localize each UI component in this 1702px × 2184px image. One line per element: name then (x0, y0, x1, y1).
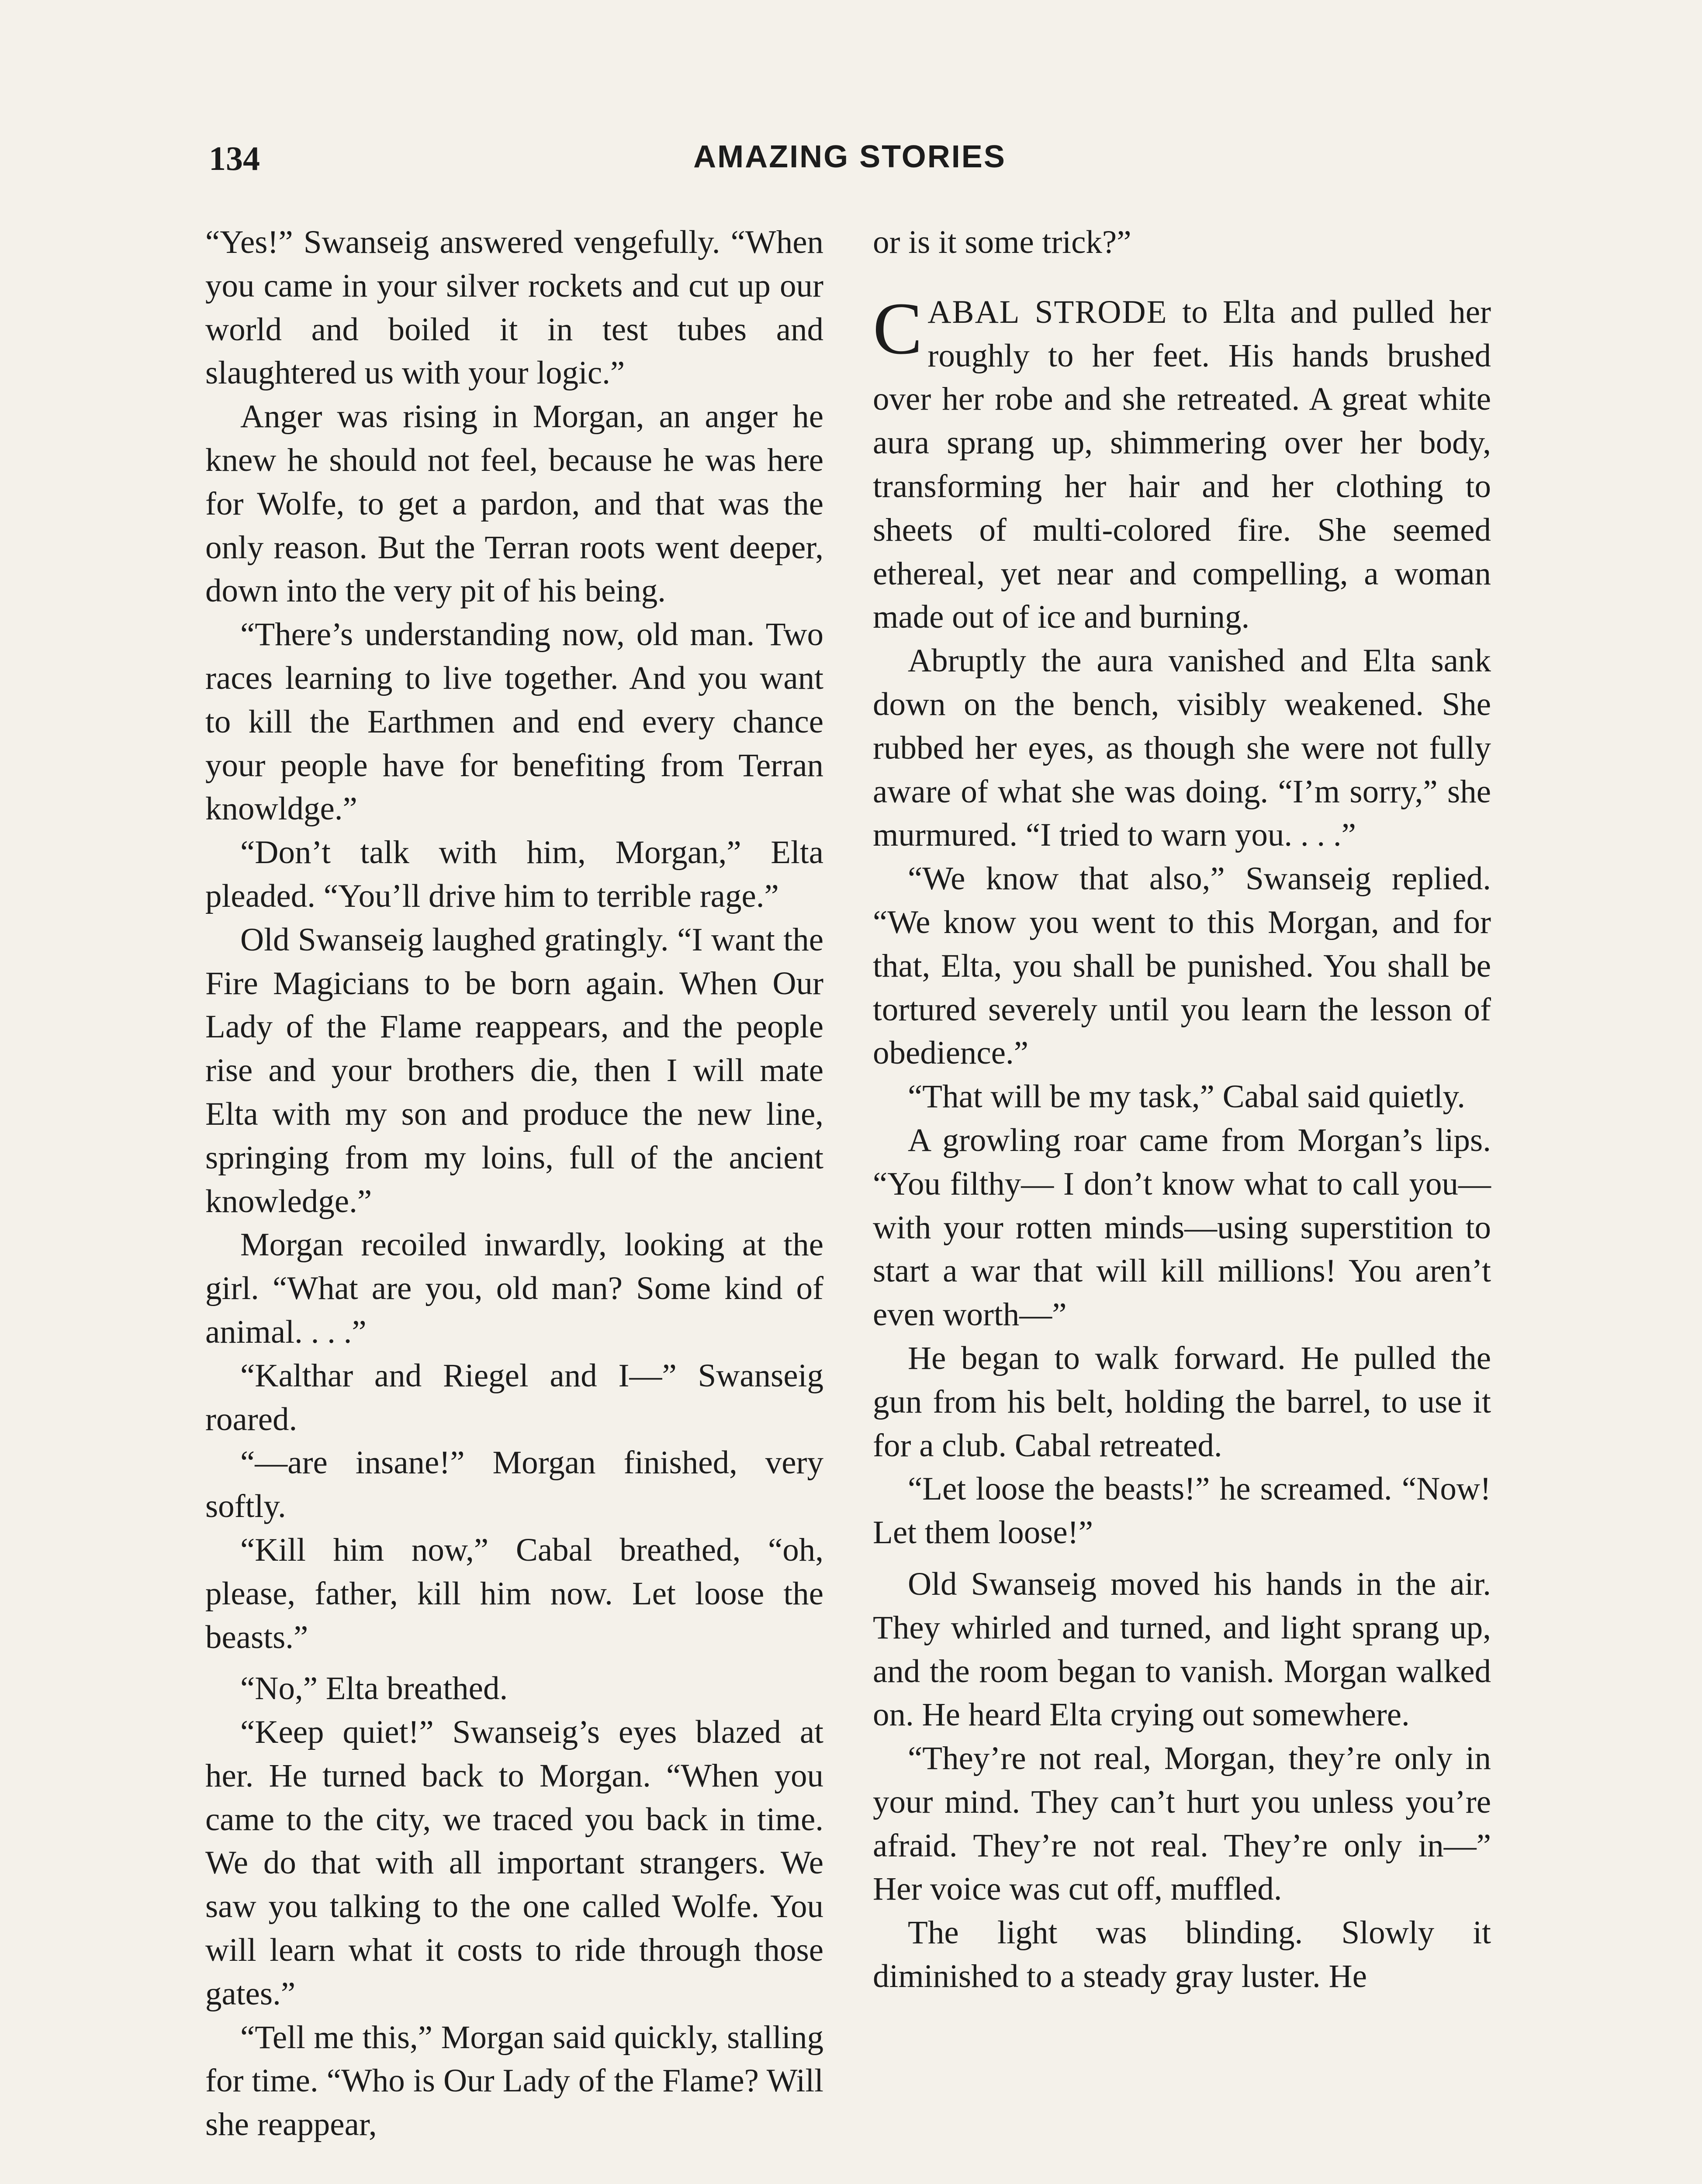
section-opening-paragraph (873, 287, 1491, 639)
drop-cap: C (873, 287, 923, 370)
paragraph: “Don’t talk with him, Morgan,” Elta pleaded. “You’ll drive him to terrible rage.” (205, 834, 823, 914)
paragraph: Morgan recoiled inwardly, looking at the girl. “What are you, old man? Some kind of animal. . . .” (205, 1227, 823, 1350)
paragraph: “They’re not real, Morgan, they’re only in your mind. They can’t hurt you unless you’re afraid. They’re not real. They’re only in—” Her voice was cut off, muffled. (873, 1740, 1491, 1908)
section-paragraph-text: to Elta and pulled her roughly to her feet. His hands brushed over her robe and she retreated. A great white aura sprang up, shimmering over her body, transforming her hair and her clothing to sheets of multi-colored fire. She seemed ethereal, yet near and compelling, a woman made out of ice and burning. (873, 294, 1491, 636)
paragraph: The light was blinding. Slowly it diminished to a steady gray luster. He (873, 1914, 1491, 1995)
paragraph: “—are insane!” Morgan finished, very softly. (205, 1444, 823, 1525)
paragraph: Old Swanseig moved his hands in the air. They whirled and turned, and light sprang up, and the room began to vanish. Morgan walked on. He heard Elta crying out somewhere. (873, 1565, 1491, 1733)
paragraph: A growling roar came from Morgan’s lips. “You filthy— I don’t know what to call you—with your rotten minds—using superstition to start a war that will kill millions! You aren’t even worth—” (873, 1122, 1491, 1333)
paragraph: “No,” Elta breathed. (240, 1670, 508, 1707)
continuation-line: or is it some trick?” (873, 224, 1131, 260)
paragraph: “There’s understanding now, old man. Two races learning to live together. And you want to kill the Earthmen and end every chance your people have for benefiting from Terran knowldge.” (205, 616, 823, 827)
paragraph: Old Swanseig laughed gratingly. “I want the Fire Magicians to be born again. When Our Lady of the Flame reappears, and the people rise and your brothers die, then I will mate Elta with my son and produce the new line, springing from my loins, full of the ancient knowledge.” (205, 921, 823, 1220)
paragraph: “That will be my task,” Cabal said quietly. (908, 1078, 1466, 1115)
running-head: AMAZING STORIES (693, 139, 1006, 174)
paragraph: He began to walk forward. He pulled the gun from his belt, holding the barrel, to use it for a club. Cabal retreated. (873, 1340, 1491, 1464)
paragraph: “Let loose the beasts!” he screamed. “Now! Let them loose!” (873, 1471, 1491, 1551)
paragraph: “Kalthar and Riegel and I—” Swanseig roared. (205, 1357, 823, 1438)
left-column (205, 221, 823, 2146)
paragraph: “We know that also,” Swanseig replied. “We know you went to this Morgan, and for that, Elta, you shall be punished. You shall be tortured severely until you learn the lesson of obedience.” (873, 860, 1491, 1071)
paragraph: “Yes!” Swanseig answered vengefully. “When you came in your silver rockets and cut up our world and boiled it in test tubes and slaughtered us with your logic.” (205, 224, 823, 391)
right-column (873, 221, 1491, 1998)
paragraph: “Tell me this,” Morgan said quickly, stalling for time. “Who is Our Lady of the Flame? Will she reappear, (205, 2019, 823, 2143)
paragraph: “Keep quiet!” Swanseig’s eyes blazed at her. He turned back to Morgan. “When you came to the city, we traced you back in time. We do that with all important strangers. We saw you talking to the one called Wolfe. You will learn what it costs to ride through those gates.” (205, 1714, 823, 2012)
section-lead-words: ABAL STRODE (927, 294, 1168, 330)
paragraph: “Kill him now,” Cabal breathed, “oh, please, father, kill him now. Let loose the beasts.” (205, 1531, 823, 1655)
page-number: 134 (209, 139, 260, 177)
paragraph: Anger was rising in Morgan, an anger he knew he should not feel, because he was here for Wolfe, to get a pardon, and that was the only reason. But the Terran roots went deeper, down into the very pit of his being. (205, 398, 823, 609)
paragraph: Abruptly the aura vanished and Elta sank down on the bench, visibly weakened. She rubbed her eyes, as though she were not fully aware of what she was doing. “I’m sorry,” she murmured. “I tried to warn you. . . .” (873, 643, 1491, 854)
